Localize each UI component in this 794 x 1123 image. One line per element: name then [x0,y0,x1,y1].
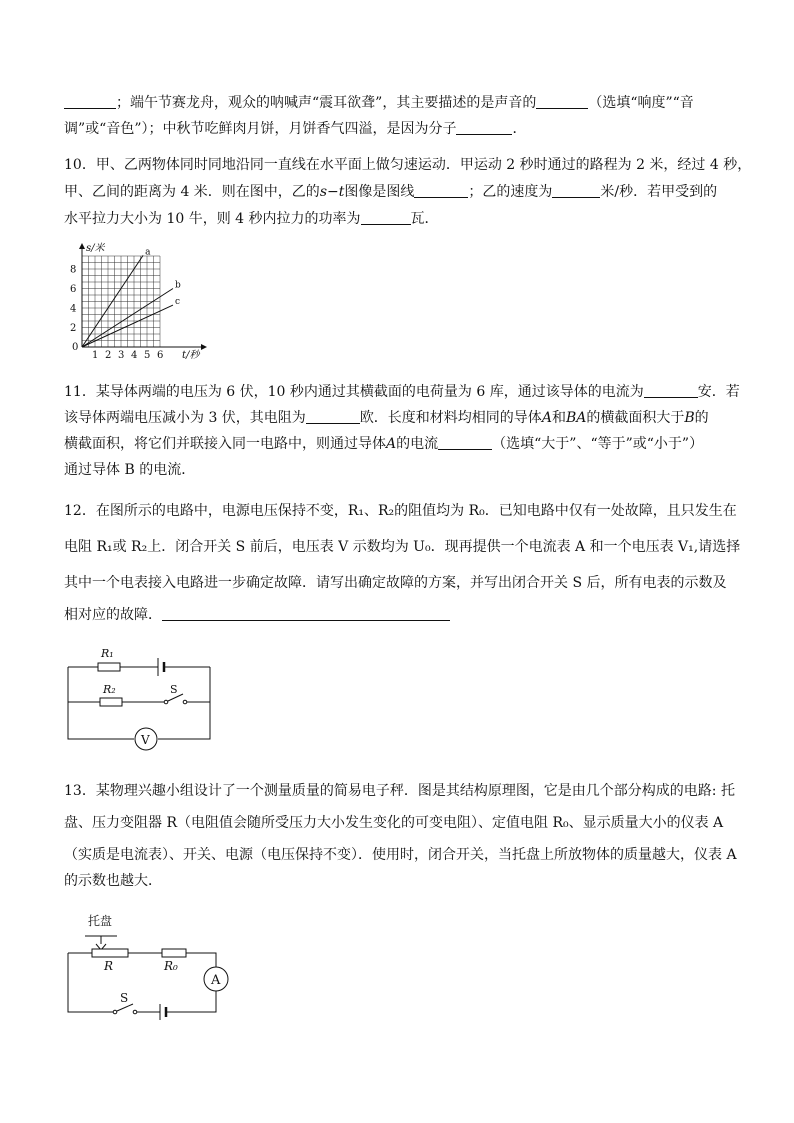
x-tick-label: 5 [144,350,151,361]
r1-label: R₁ [101,647,114,660]
q13-line3: （实质是电流表）、开关、电源（电压保持不变）．使用时，闭合开关，当托盘上所放物体的质量越大，仪表 A [64,847,737,863]
x-axis-label: t/秒 [182,350,200,361]
x-tick-label: 2 [105,350,112,361]
r2-label: R₂ [103,683,116,696]
q11-line2-text4: 的横截面积大于 [586,410,685,426]
q11-line3-text: 横截面积，将它们并联接入同一电路中，则通过导体 [64,436,386,452]
q12 [64,500,740,622]
circuit-figure-q13 [60,908,230,1020]
series-label-c: c [175,297,181,308]
q10-line2-text: 甲、乙间的距离为 4 米．则在图中，乙的 [64,184,320,200]
q12-line1: 12．在图所示的电路中，电源电压保持不变，R₁、R₂的阻值均为 R₀．已知电路中仅有一处故障，且只发生在 [64,503,737,519]
tray-label: 托盘 [88,914,113,928]
q13-line1: 13．某物理兴趣小组设计了一个测量质量的简易电子秤．图是其结构原理图，它是由几个部分构成的电路: 托 [64,783,735,799]
q13-line4: 的示数也越大． [64,873,162,889]
q9-tail [64,92,740,142]
q11 [64,381,740,483]
y-tick-label: 2 [70,323,77,334]
series-label-b: b [175,280,181,291]
conductor-a: A [541,410,552,426]
q10-line1: 10．甲、乙两物体同时同地沿同一直线在水平面上做匀速运动．甲运动 2 秒时通过的路程为 2 米，经过 4 秒， [64,157,752,173]
switch-label: S [170,683,178,696]
q11-line2-text: 该导体两端电压减小为 3 伏，其电阻为 [64,410,306,426]
y-tick-label: 8 [70,264,77,276]
answer-blank[interactable] [361,210,411,225]
q11-line1-tail: 安．若 [697,384,740,400]
r-label: R [104,959,114,973]
resistor-r2 [100,698,122,706]
x-tick-label: 4 [131,350,138,361]
conductor-ba: BA [565,410,587,426]
q11-line2-text3: 和 [551,410,566,426]
answer-blank[interactable] [644,383,698,398]
battery-icon [160,1004,166,1020]
x-tick-label: 6 [157,350,164,361]
q10-line2-tail: 米/秒．若甲受到的 [600,184,718,200]
q11-line4: 通过导体 B 的电流． [64,462,196,478]
st-graph [60,240,210,362]
q11-line2-text2: 欧．长度和材料均相同的导体 [359,410,542,426]
q9-line2-text: 调”或“音色”）；中秋节吃鲜肉月饼，月饼香气四溢，是因为分子 [64,121,457,137]
variable-resistor-r [92,949,128,957]
q13 [64,780,740,892]
series-label-a: a [145,247,151,258]
y-axis-label: s/米 [86,243,105,254]
x-tick-label: 1 [92,350,99,361]
q9-line1-text: ；端午节赛龙舟，观众的呐喊声“震耳欲聋”，其主要描述的是声音的 [116,95,537,111]
conductor-a: A [386,436,397,452]
q10-line3-text: 水平拉力大小为 10 牛，则 4 秒内拉力的功率为 [64,211,361,227]
switch-label: S [120,991,129,1005]
resistor-r0 [162,949,186,957]
circuit-figure-q12 [60,640,220,752]
q12-line4-text: 相对应的故障． [64,607,162,623]
answer-blank[interactable] [64,94,116,109]
q11-line3-tail: （选填“大于”、“等于”或“小于”） [492,436,704,452]
answer-blank[interactable] [162,606,450,621]
q10-line3-tail: 瓦． [410,211,439,227]
battery-icon [158,658,164,676]
origin-label: 0 [72,342,79,353]
answer-blank[interactable] [414,183,468,198]
answer-blank[interactable] [536,94,588,109]
switch-icon [113,1004,137,1014]
answer-blank[interactable] [552,183,600,198]
answer-blank[interactable] [438,435,492,450]
q9-line2-tail: ． [512,121,527,137]
q13-line2: 盘、压力变阻器 R（电阻值会随所受压力大小发生变化的可变电阻）、定值电阻 R₀、显示质量大小的仪表 A [64,815,724,831]
answer-blank[interactable] [456,120,512,135]
answer-blank[interactable] [306,409,360,424]
y-tick-label: 4 [70,303,77,315]
q12-line2: 电阻 R₁或 R₂上．闭合开关 S 前后，电压表 V 示数均为 U₀．现再提供一个电流表 A 和一个电压表 V₁,请选择 [64,539,741,555]
q10 [64,154,752,230]
q12-line3: 其中一个电表接入电路进一步确定故障．请写出确定故障的方案，并写出闭合开关 S 后，所有电表的示数及 [64,575,727,591]
q11-line1-text: 11．某导体两端的电压为 6 伏，10 秒内通过其横截面的电荷量为 6 库，通过该导体的电流为 [64,384,644,400]
ammeter-label: A [211,973,221,988]
q9-line1-tail: （选填“响度”“音 [588,95,694,111]
st-symbol: s−t [319,184,345,200]
q11-line3-text2: 的电流 [396,436,439,452]
r0-label: R₀ [164,959,178,973]
conductor-b: B [684,410,695,426]
q11-line2-tail: 的 [694,410,709,426]
q10-line2-text2: 图像是图线 [344,184,415,200]
voltmeter-label: V [141,733,150,747]
y-tick-label: 6 [70,284,77,295]
resistor-r1 [98,663,120,671]
q10-line2-text3: ；乙的速度为 [468,184,553,200]
x-tick-label: 3 [118,350,125,361]
